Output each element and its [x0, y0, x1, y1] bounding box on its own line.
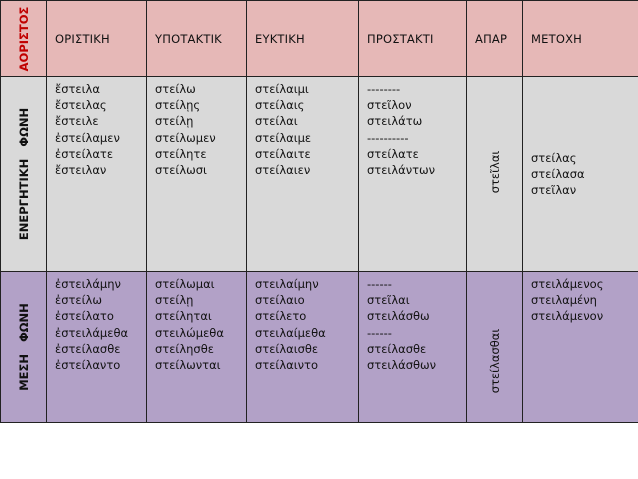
- active-imperative-cell: [359, 77, 467, 272]
- col-header-indicative: ΟΡΙΣΤΙΚΗ: [47, 1, 147, 77]
- middle-subjunctive-cell: [147, 272, 247, 423]
- active-indicative-forms: ἔστειλα ἔστειλας ἔστειλε ἐστείλαμεν ἐστείλατε ἔστειλαν: [55, 82, 120, 178]
- active-voice-label-cell: [1, 77, 47, 272]
- col-header-subjunctive: ΥΠΟΤΑΚΤΙΚ: [147, 1, 247, 77]
- middle-optative-cell: [247, 272, 359, 423]
- middle-imperative-cell: [359, 272, 467, 423]
- active-infinitive-cell: [467, 77, 523, 272]
- active-indicative-cell: [47, 77, 147, 272]
- active-imperative-forms: -------- στεῖλον στειλάτω ---------- στείλατε στειλάντων: [367, 82, 436, 178]
- middle-voice-label-cell: [1, 272, 47, 423]
- active-participle-cell: [523, 77, 638, 272]
- middle-voice-row: [1, 272, 638, 423]
- middle-participle-cell: [523, 272, 638, 423]
- middle-infinitive-cell: [467, 272, 523, 423]
- active-voice-row: [1, 77, 638, 272]
- active-participle-forms: στείλας στείλασα στεῖλαν: [531, 150, 585, 198]
- col-header-imperative: ΠΡΟΣΤΑΚΤΙ: [359, 1, 467, 77]
- middle-participle-forms: στειλάμενος στειλαμένη στειλάμενον: [531, 277, 604, 324]
- middle-subjunctive-forms: στείλωμαι στείλῃ στείληται στειλώμεθα στείλησθε στείλωνται: [155, 277, 224, 373]
- col-header-infinitive: ΑΠΑΡ: [467, 1, 523, 77]
- col-header-participle: ΜΕΤΟΧΗ: [523, 1, 638, 77]
- middle-infinitive: στείλασθαι: [487, 328, 502, 394]
- active-subjunctive-cell: [147, 77, 247, 272]
- tense-header-cell: [1, 1, 47, 77]
- active-subjunctive-forms: στείλω στείλῃς στείλῃ στείλωμεν στείλητε στείλωσι: [155, 82, 216, 178]
- middle-optative-forms: στειλαίμην στείλαιο στείλετο στειλαίμεθα στείλαισθε στείλαιντο: [255, 277, 326, 373]
- tense-label: ΑΟΡΙΣΤΟΣ: [16, 6, 31, 71]
- middle-imperative-forms: ------ στεῖλαι στειλάσθω ------ στείλασθε στειλάσθων: [367, 277, 437, 373]
- active-voice-label: ΕΝΕΡΓΗΤΙΚΗΦΩΝΗ: [16, 107, 31, 241]
- header-row: [1, 1, 638, 77]
- active-optative-forms: στείλαιμι στείλαις στείλαι στείλαιμε στείλαιτε στείλαιεν: [255, 82, 312, 178]
- middle-indicative-forms: ἐστειλάμην ἐστείλω ἐστείλατο ἐστειλάμεθα ἐστείλασθε ἐστείλαντο: [55, 277, 129, 373]
- col-header-optative: ΕΥΚΤΙΚΗ: [247, 1, 359, 77]
- active-optative-cell: [247, 77, 359, 272]
- middle-indicative-cell: [47, 272, 147, 423]
- middle-voice-label: ΜΕΣΗΦΩΝΗ: [16, 303, 31, 391]
- active-infinitive: στεῖλαι: [487, 150, 502, 194]
